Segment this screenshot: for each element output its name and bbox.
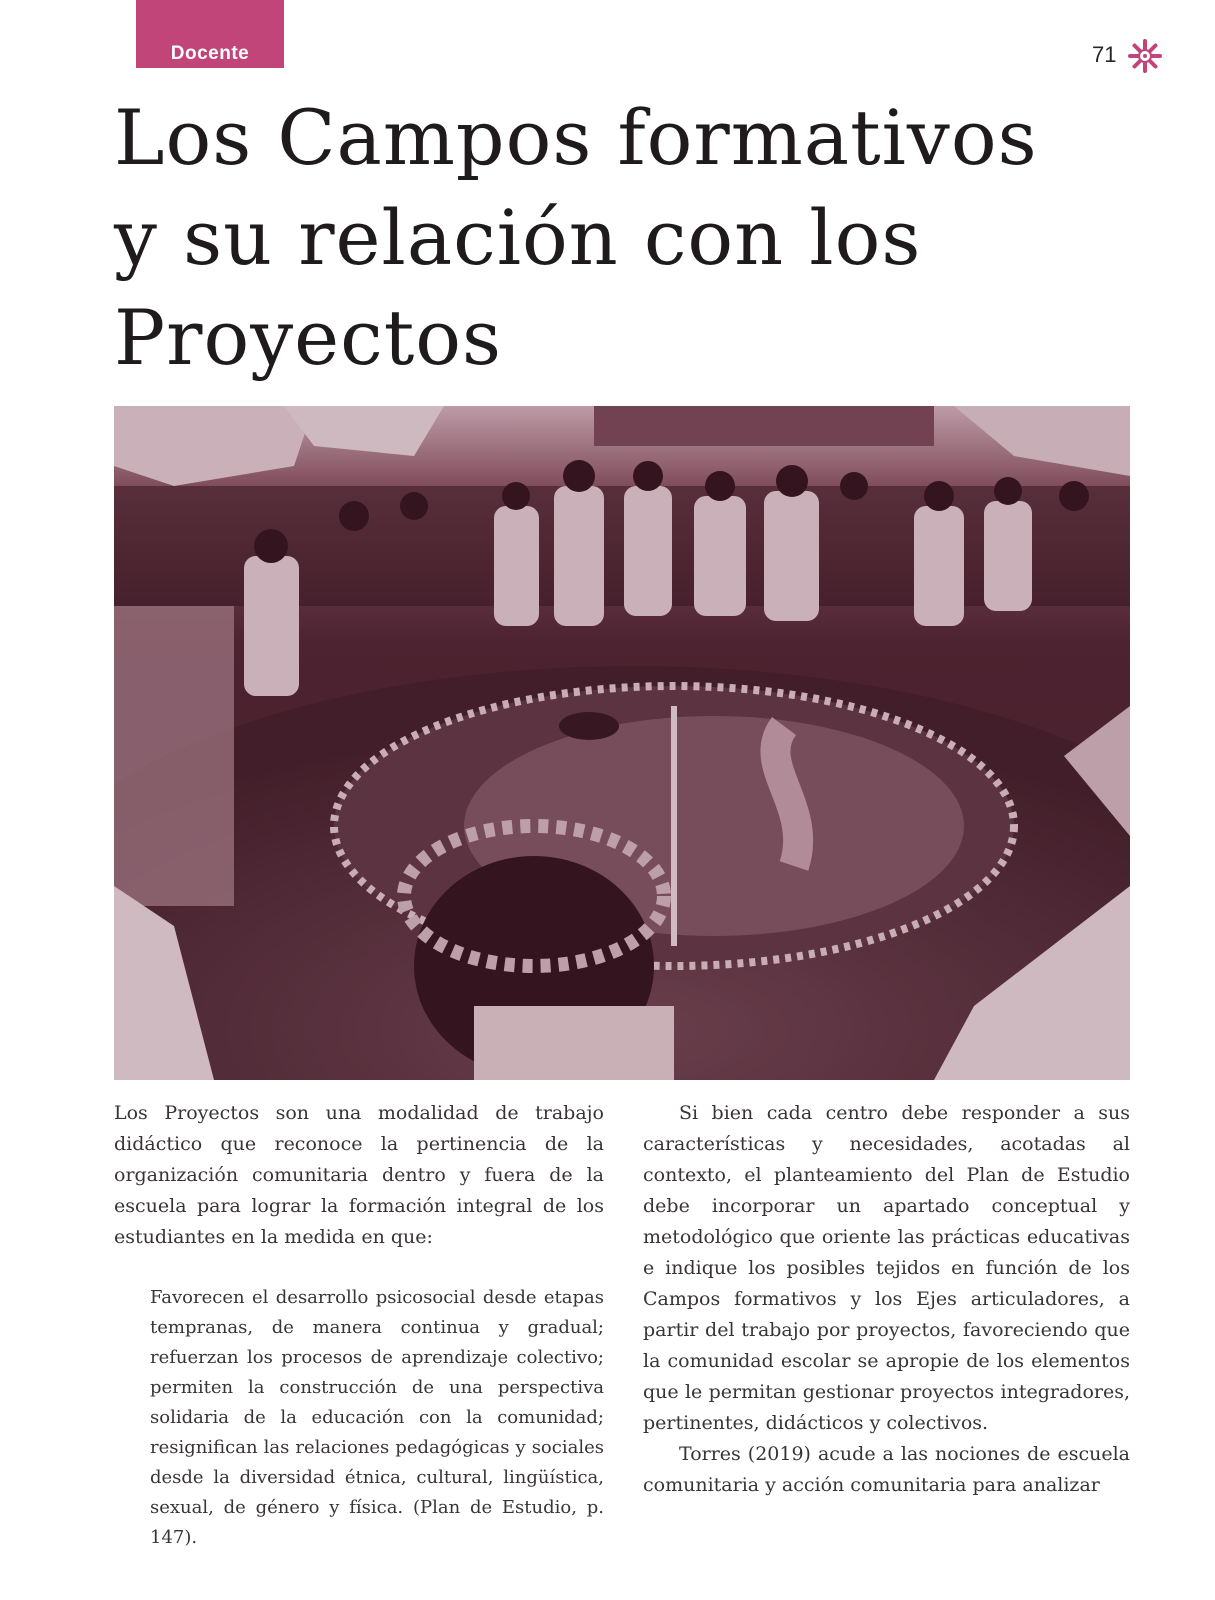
ceremony-photo [114, 406, 1130, 1080]
title-line-2: y su relación con los [114, 193, 922, 282]
section-tag-label: Docente [170, 43, 250, 64]
right-column [643, 1098, 1130, 1501]
intro-paragraph: Los Proyectos son una modalidad de trabajo didáctico que reconoce la pertinencia de la organización comunitaria dentro y fuera de la escuela para lograr la formación integral de los estudiantes en la medida en que: [114, 1102, 604, 1248]
ceremony-photo-illustration [114, 406, 1130, 1080]
section-tag [136, 0, 284, 68]
right-paragraph-1: Si bien cada centro debe responder a sus características y necesidades, acotadas al contexto, el planteamiento del Plan de Estudio debe incorporar un apartado conceptual y metodológico que oriente las prácticas educativas e indique los posibles tejidos en función de los Campos formativos y los Ejes articuladores, a partir del trabajo por proyectos, favoreciendo que la comunidad escolar se apropie de los elementos que le permitan gestionar proyectos integradores, pertinentes, didácticos y colectivos. [643, 1102, 1130, 1434]
page-title [114, 88, 1114, 388]
left-column [114, 1098, 604, 1553]
right-paragraph-2: Torres (2019) acude a las nociones de escuela comunitaria y acción comunitaria para analizar [643, 1443, 1130, 1496]
title-line-3: Proyectos [114, 293, 502, 382]
page-number: 71 [1092, 42, 1117, 67]
title-line-1: Los Campos formativos [114, 93, 1038, 182]
asterisk-flower-icon [1127, 38, 1163, 74]
block-quote: Favorecen el desarrollo psicosocial desde etapas tempranas, de manera continua y gradual; refuerzan los procesos de aprendizaje colectivo; permiten la construcción de una perspectiva solidaria de la educación con la comunidad; resignifican las relaciones pedagógicas y sociales desde la diversidad étnica, cultural, lingüística, sexual, de género y física. (Plan de Estudio, p. 147). [150, 1287, 604, 1548]
